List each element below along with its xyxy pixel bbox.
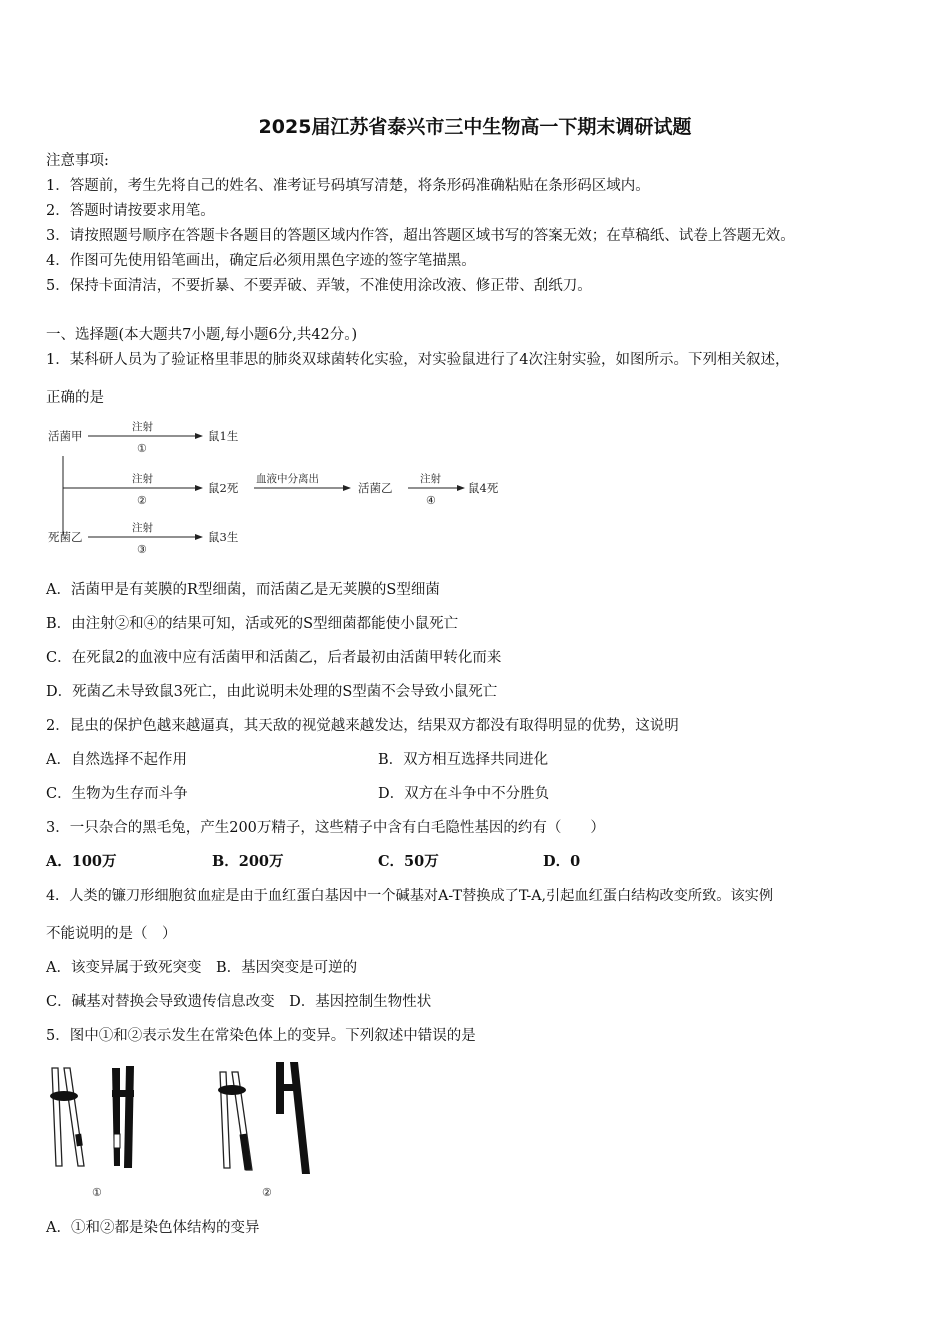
q3-option-d: D．0 — [543, 853, 581, 870]
notice-item: 3．请按照题号顺序在答题卡各题目的答题区域内作答，超出答题区域书写的答案无效；在草稿纸、试卷上答题无效。 — [46, 228, 795, 244]
fig-live-b: 活菌乙 — [358, 481, 393, 495]
q4-stem-cont: 不能说明的是（ ） — [46, 926, 177, 942]
q3-option-b: B．200万 — [212, 853, 284, 870]
q2-option-a: A．自然选择不起作用 — [46, 752, 187, 768]
q1-stem-cont: 正确的是 — [46, 390, 104, 406]
fig-separate-label: 血液中分离出 — [256, 473, 319, 485]
chromosome-white-pair-1 — [50, 1068, 84, 1166]
q3-stem: 3．一只杂合的黑毛兔，产生200万精子，这些精子中含有白毛隐性基因的约有（ ） — [46, 820, 605, 836]
q5-fig-label-1: ① — [92, 1186, 102, 1199]
q4-stem: 4．人类的镰刀形细胞贫血症是由于血红蛋白基因中一个碱基对A-T替换成了T-A,引起血红蛋白结构改变所致。该实例 — [46, 888, 774, 904]
q5-option-a: A．①和②都是染色体结构的变异 — [46, 1220, 260, 1236]
notice-item: 2．答题时请按要求用笔。 — [46, 203, 215, 219]
section-heading: 一、选择题(本大题共7小题,每小题6分,共42分。) — [46, 327, 358, 343]
q1-option-d: D．死菌乙未导致鼠3死亡，由此说明未处理的S型菌不会导致小鼠死亡 — [46, 684, 498, 700]
notice-item: 4．作图可先使用铅笔画出，确定后必须用黑色字迹的签字笔描黑。 — [46, 253, 476, 269]
q1-stem: 1．某科研人员为了验证格里菲思的肺炎双球菌转化实验，对实验鼠进行了4次注射实验，如图所示。下列相关叙述， — [46, 352, 790, 368]
fig-inject-label: 注射 — [420, 473, 441, 485]
q2-option-d: D．双方在斗争中不分胜负 — [378, 786, 550, 802]
q3-option-c: C．50万 — [378, 853, 439, 870]
q5-fig-label-2: ② — [262, 1186, 272, 1199]
fig-num-4: ④ — [426, 494, 436, 507]
q5-stem: 5．图中①和②表示发生在常染色体上的变异。下列叙述中错误的是 — [46, 1028, 476, 1044]
fig-dead-b: 死菌乙 — [48, 530, 83, 544]
fig-inject-label: 注射 — [132, 473, 153, 485]
q2-option-c: C．生物为生存而斗争 — [46, 786, 188, 802]
fig-live-a: 活菌甲 — [48, 429, 83, 443]
fig-inject-label: 注射 — [132, 522, 153, 534]
fig-result-4: 鼠4死 — [468, 481, 499, 495]
q5-chromosome-diagram — [44, 1058, 334, 1203]
q3-option-a: A．100万 — [46, 853, 117, 870]
q1-injection-diagram — [44, 416, 514, 556]
exam-title: 2025届江苏省泰兴市三中生物高一下期末调研试题 — [258, 116, 692, 138]
q1-option-a: A．活菌甲是有荚膜的R型细菌，而活菌乙是无荚膜的S型细菌 — [46, 582, 440, 598]
q4-options-cd: C．碱基对替换会导致遗传信息改变 D．基因控制生物性状 — [46, 994, 432, 1010]
q2-option-b: B．双方相互选择共同进化 — [378, 752, 549, 768]
fig-num-1: ① — [137, 442, 147, 455]
fig-result-1: 鼠1生 — [208, 429, 239, 443]
fig-result-3: 鼠3生 — [208, 530, 239, 544]
fig-result-2: 鼠2死 — [208, 481, 239, 495]
notice-item: 1．答题前，考生先将自己的姓名、准考证号码填写清楚，将条形码准确粘贴在条形码区域内。 — [46, 178, 650, 194]
q2-stem: 2．昆虫的保护色越来越逼真，其天敌的视觉越来越发达，结果双方都没有取得明显的优势，这说明 — [46, 718, 679, 734]
notice-item: 5．保持卡面清洁，不要折暴、不要弄破、弄皱，不准使用涂改液、修正带、刮纸刀。 — [46, 278, 592, 294]
q4-options-ab: A．该变异属于致死突变 B．基因突变是可逆的 — [46, 960, 358, 976]
notice-heading: 注意事项: — [46, 153, 109, 169]
chromosome-black-pair-2 — [276, 1062, 310, 1174]
fig-num-3: ③ — [137, 543, 147, 556]
fig-inject-label: 注射 — [132, 421, 153, 433]
chromosome-black-pair-1 — [112, 1066, 134, 1168]
fig-num-2: ② — [137, 494, 147, 507]
q1-option-c: C．在死鼠2的血液中应有活菌甲和活菌乙，后者最初由活菌甲转化而来 — [46, 650, 502, 666]
chromosome-white-pair-2 — [218, 1072, 252, 1170]
q1-option-b: B．由注射②和④的结果可知，活或死的S型细菌都能使小鼠死亡 — [46, 616, 459, 632]
